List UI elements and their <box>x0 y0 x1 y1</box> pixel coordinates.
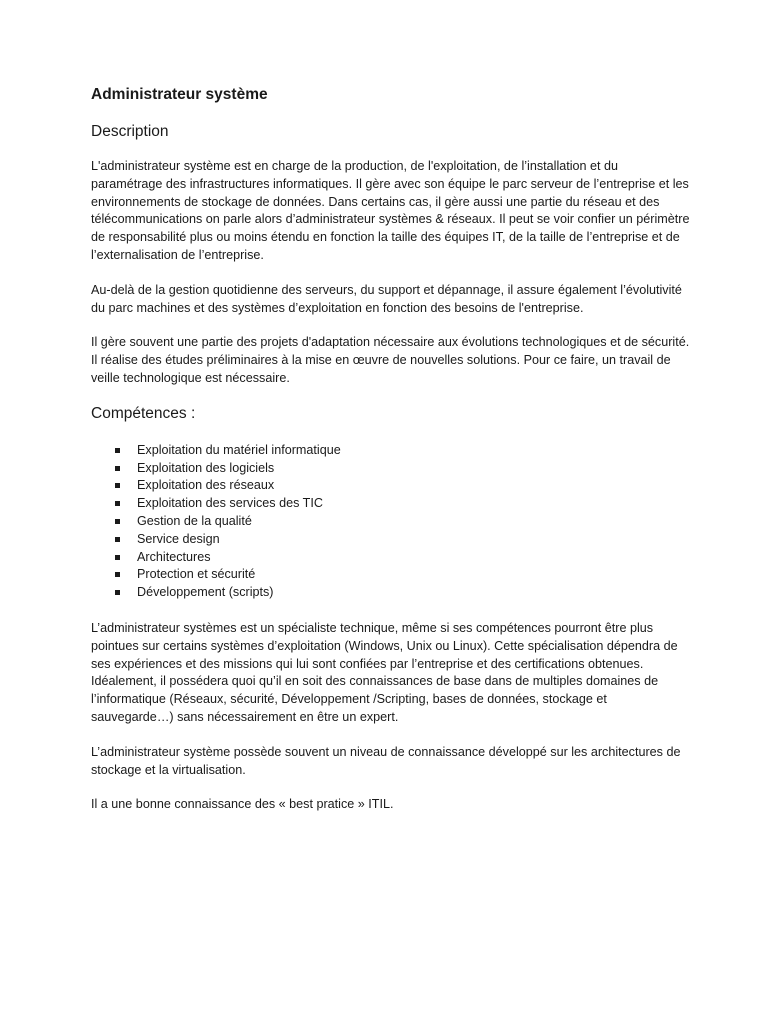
closing-paragraph-2: L’administrateur système possède souvent un niveau de connaissance développé sur les architectures de stockage et la virtualisation. <box>91 744 681 777</box>
description-paragraph-2: Au-delà de la gestion quotidienne des serveurs, du support et dépannage, il assure également l’évolutivité du parc machines et des systèmes d’exploitation en fonction des besoins de l'entreprise. <box>91 282 682 315</box>
list-item <box>115 513 691 531</box>
list-item-label: Protection et sécurité <box>137 567 256 582</box>
competences-list <box>91 442 691 602</box>
square-bullet-icon <box>115 519 120 524</box>
list-item <box>115 584 691 602</box>
closing-paragraph-3: Il a une bonne connaissance des « best pratice » ITIL. <box>91 797 394 812</box>
competences-heading: Compétences : <box>91 404 196 422</box>
description-heading: Description <box>91 123 169 140</box>
square-bullet-icon <box>115 448 120 453</box>
list-item <box>115 531 691 549</box>
square-bullet-icon <box>115 572 120 577</box>
square-bullet-icon <box>115 537 120 542</box>
square-bullet-icon <box>115 483 120 488</box>
description-paragraph-1: L'administrateur système est en charge de la production, de l'exploitation, de l’installation et du paramétrage des infrastructures informatiques. Il gère avec son équipe le parc serveur de l’entreprise et les environnements de stockage de données. Dans certains cas, il gère aussi une partie du réseau et des télécommunications on parle alors d’administrateur systèmes & réseaux. Il peut se voir confier un périmètre de responsabilité plus ou moins étendu en fonction la taille des équipes IT, de la taille de l’entreprise et de l’externalisation de l’entreprise. <box>91 159 690 262</box>
list-item <box>115 442 691 460</box>
list-item-label: Service design <box>137 531 220 546</box>
list-item-label: Exploitation des réseaux <box>137 478 275 493</box>
document-page <box>91 84 691 814</box>
list-item-label: Exploitation des logiciels <box>137 460 275 475</box>
square-bullet-icon <box>115 555 120 560</box>
list-item-label: Gestion de la qualité <box>137 513 252 528</box>
closing-paragraph-1: L’administrateur systèmes est un spécialiste technique, même si ses compétences pourront être plus pointues sur certains systèmes d’exploitation (Windows, Unix ou Linux). Cette spécialisation dépendra de ses expériences et des missions qui lui sont confiées par l’entreprise et des certifications obtenues. Idéalement, il possédera quoi qu’il en soit des connaissances de base dans de multiples domaines de l’informatique (Réseaux, sécurité, Développement /Scripting, bases de données, stockage et sauvegarde…) sans nécessairement en être un expert. <box>91 620 678 724</box>
square-bullet-icon <box>115 590 120 595</box>
document-title: Administrateur système <box>91 86 268 103</box>
list-item-label: Architectures <box>137 549 211 564</box>
list-item-label: Développement (scripts) <box>137 585 274 600</box>
square-bullet-icon <box>115 501 120 506</box>
list-item-label: Exploitation des services des TIC <box>137 496 323 511</box>
list-item <box>115 566 691 584</box>
list-item <box>115 477 691 495</box>
list-item <box>115 549 691 567</box>
description-paragraph-3: Il gère souvent une partie des projets d'adaptation nécessaire aux évolutions technologiques et de sécurité. Il réalise des études préliminaires à la mise en œuvre de nouvelles solutions. Pour ce faire, un travail de veille technologique est nécessaire. <box>91 335 690 385</box>
list-item <box>115 460 691 478</box>
list-item <box>115 495 691 513</box>
square-bullet-icon <box>115 466 120 471</box>
list-item-label: Exploitation du matériel informatique <box>137 442 341 457</box>
